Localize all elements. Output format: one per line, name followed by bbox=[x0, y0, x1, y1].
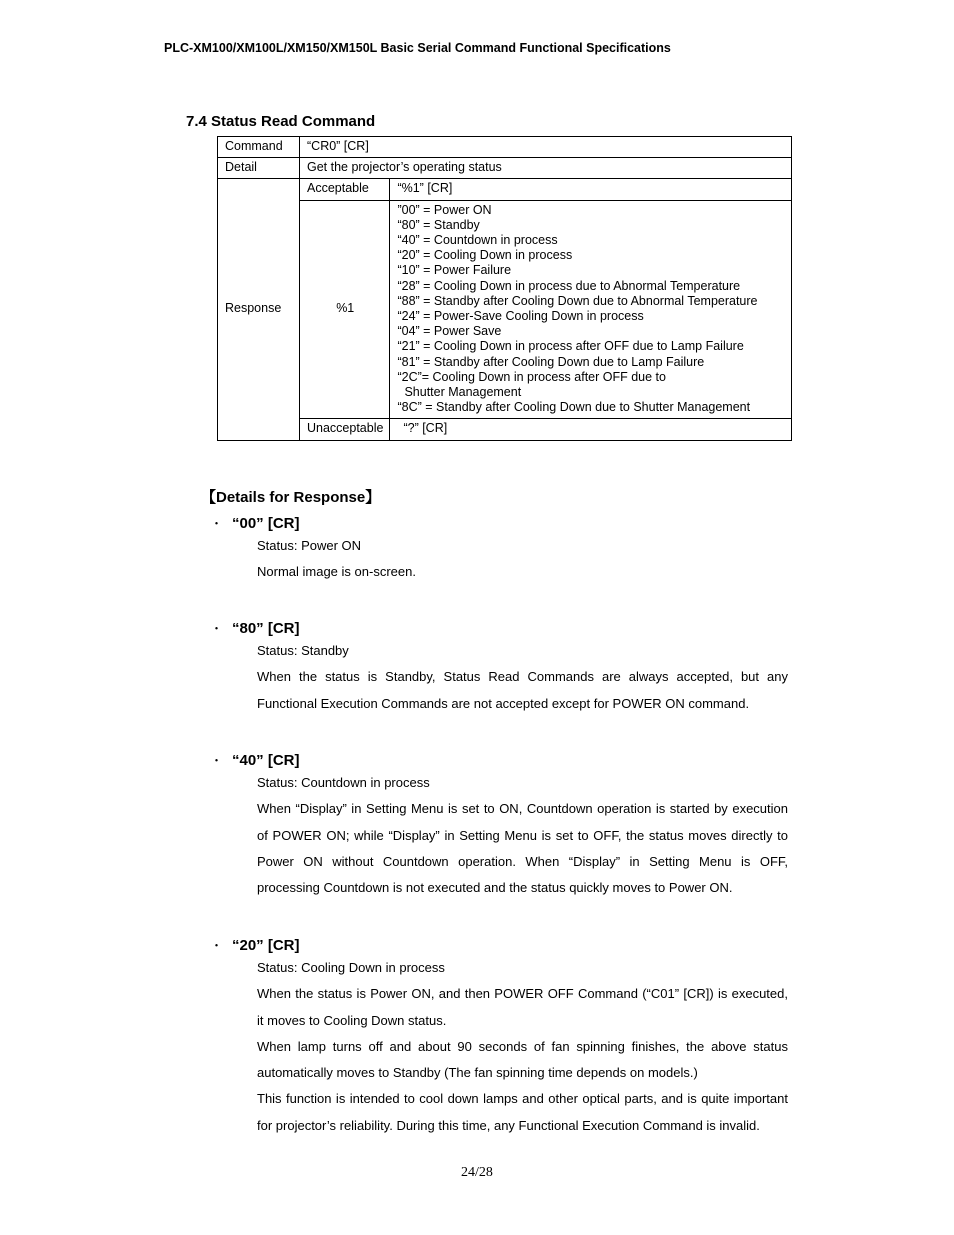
response-detail-body bbox=[257, 638, 788, 717]
detail-paragraph: Normal image is on-screen. bbox=[257, 564, 416, 580]
response-detail-body bbox=[257, 770, 788, 901]
response-detail-body bbox=[257, 533, 788, 586]
response-code-line: “2C”= Cooling Down in process after OFF due to bbox=[397, 369, 666, 384]
detail-paragraph: Status: Standby bbox=[257, 643, 349, 658]
detail-paragraph: Status: Cooling Down in process bbox=[257, 960, 445, 975]
unacceptable-value: “?” [CR] bbox=[390, 419, 792, 440]
detail-paragraph: This function is intended to cool down lamps and other optical parts, and is quite important for projector’s reliability. During this time, any Functional Execution Command is invalid. bbox=[257, 1091, 788, 1133]
response-code-line: “24” = Power-Save Cooling Down in process bbox=[397, 309, 644, 324]
command-value: “CR0” [CR] bbox=[300, 137, 792, 158]
response-code-line: “21” = Cooling Down in process after OFF due to Lamp Failure bbox=[397, 339, 744, 354]
acceptable-label: Acceptable bbox=[300, 179, 390, 200]
response-code-line: “88” = Standby after Cooling Down due to Abnormal Temperature bbox=[397, 293, 758, 308]
table-row-acceptable bbox=[218, 179, 792, 200]
response-code-title: “00” [CR] bbox=[232, 515, 300, 532]
status-read-command-table bbox=[217, 136, 792, 441]
response-detail-body bbox=[257, 955, 788, 1139]
detail-paragraph: When lamp turns off and about 90 seconds of fan spinning finishes, the above status automatically moves to Standby (The fan spinning time depends on models.) bbox=[257, 1038, 788, 1081]
detail-label: Detail bbox=[218, 158, 300, 179]
response-code-line: Shutter Management bbox=[404, 385, 522, 400]
page-number: 24/28 bbox=[461, 1165, 493, 1180]
table-row-parameter bbox=[218, 200, 792, 419]
parameter-label: %1 bbox=[300, 200, 390, 419]
detail-paragraph: When “Display” in Setting Menu is set to ON, Countdown operation is started by execution of POWER ON; while “Display” in Setting Menu is set to OFF, the status moves directly to Power ON without Countdown operation. When “Display” in Setting Menu is OFF, processing Countdown is not executed and the status quickly moves to Power ON. bbox=[257, 801, 788, 896]
response-code-line: “40” = Countdown in process bbox=[397, 233, 558, 248]
detail-paragraph: Status: Power ON bbox=[257, 538, 362, 553]
detail-paragraph: When the status is Power ON, and then POWER OFF Command (“C01” [CR]) is executed, it moves to Cooling Down status. bbox=[257, 986, 788, 1028]
response-code-line: “81” = Standby after Cooling Down due to Lamp Failure bbox=[397, 354, 705, 369]
detail-paragraph: Status: Countdown in process bbox=[257, 775, 430, 790]
details-heading: 【Details for Response】 bbox=[201, 489, 381, 506]
response-code-line: “28” = Cooling Down in process due to Abnormal Temperature bbox=[397, 278, 741, 293]
section-title: 7.4 Status Read Command bbox=[186, 113, 376, 130]
acceptable-value: “%1” [CR] bbox=[390, 179, 792, 200]
detail-paragraph: When the status is Standby, Status Read Commands are always accepted, but any Functional Execution Commands are not accepted except for POWER ON command. bbox=[257, 669, 788, 711]
response-code-line: “04” = Power Save bbox=[397, 324, 502, 339]
response-code-title: “80” [CR] bbox=[232, 620, 300, 637]
document-header: PLC-XM100/XM100L/XM150/XM150L Basic Serial Command Functional Specifications bbox=[164, 41, 671, 55]
unacceptable-label: Unacceptable bbox=[300, 419, 390, 440]
bullet-icon: ・ bbox=[210, 753, 224, 768]
response-code-line: “10” = Power Failure bbox=[397, 263, 512, 278]
table-row-unacceptable bbox=[218, 419, 792, 440]
bullet-icon: ・ bbox=[210, 516, 224, 531]
response-code-line: “8C” = Standby after Cooling Down due to Shutter Management bbox=[397, 400, 751, 415]
command-label: Command bbox=[218, 137, 300, 158]
response-code-title: “40” [CR] bbox=[232, 752, 300, 769]
table-row-detail bbox=[218, 158, 792, 179]
bullet-icon: ・ bbox=[210, 621, 224, 636]
response-code-title: “20” [CR] bbox=[232, 937, 300, 954]
response-code-line: “80” = Standby bbox=[397, 217, 480, 232]
response-code-line: “20” = Cooling Down in process bbox=[397, 248, 573, 263]
response-label: Response bbox=[218, 179, 300, 440]
parameter-values bbox=[390, 200, 792, 419]
bullet-icon: ・ bbox=[210, 938, 224, 953]
table-row-command bbox=[218, 137, 792, 158]
response-code-line: ”00” = Power ON bbox=[397, 202, 492, 217]
detail-value: Get the projector’s operating status bbox=[300, 158, 792, 179]
